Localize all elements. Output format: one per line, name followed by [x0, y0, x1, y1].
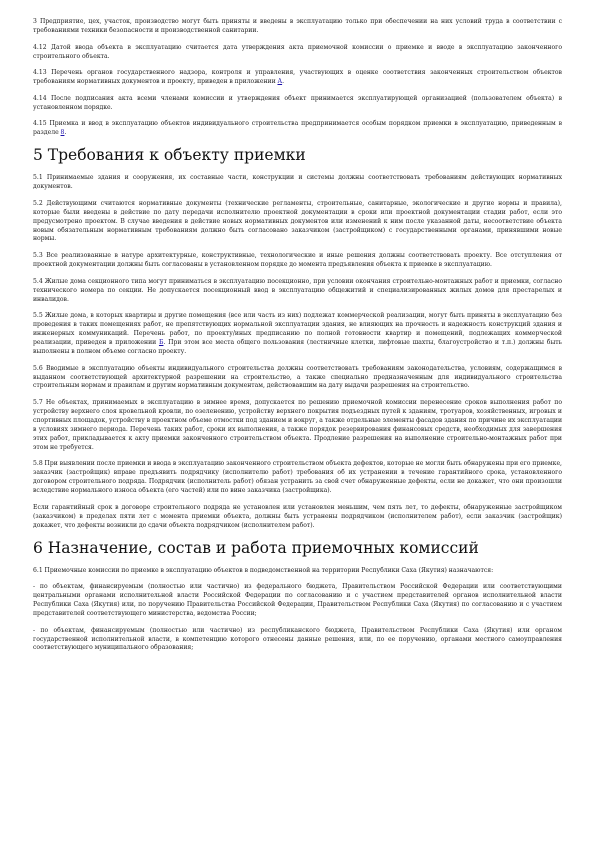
paragraph [33, 200, 562, 245]
section-heading: 6 Назначение, состав и работа приемочных комиссий [33, 538, 479, 557]
paragraph [33, 567, 562, 576]
paragraph-text: 6.1 Приемочные комиссии по приемке в эксплуатацию объектов в подведомственной на территории Республики Саха (Якутия) назначаются: [33, 566, 494, 574]
paragraph-text: 5.5 Жилые дома, в которых квартиры и другие помещения (все или часть из них) подлежат коммерческой реализации, могут быть приняты в эксплуатацию без проведения в таких помещениях работ, не препятствующих нормальной эксплуатации здания, не влияющих на прочность и надежность конструкций здания и инженерных коммуникаций. Перечень работ, по проекту/иных предписанию по полной готовности квартир и помещений, подлежащих коммерческой реализации, приведен в приложении [33, 312, 562, 347]
paragraph-text: 4.15 Приемка и ввод в эксплуатацию объектов индивидуального строительства предпринимается особым порядком приемки в эксплуатацию, приведенным в разделе [33, 120, 562, 137]
paragraph [33, 252, 562, 270]
paragraph-text: 4.13 Перечень органов государственного надзора, контроля и управления, участвующих в оценке соответствия законченных строительством объектов требованиям нормативных документов и проекту, приведен в приложении [33, 69, 562, 86]
paragraph [33, 365, 562, 392]
paragraph [33, 69, 562, 87]
paragraph-text: 5.8 При выявлении после приемки и ввода в эксплуатацию законченного строительством объекта дефектов, которые не могли быть обнаружены при его приемке, заказчик (застройщик) вправе предъявить подрядчику (исполнителю работ) требования об их устранении в течение гарантийного срока, установленного договором строительного подряда. Подрядчик (исполнитель работ) обязан устранить за свой счет обнаруженные дефекты, если не докажет, что они произошли вследствие нормального износа объекта (его частей) или по вине заказчика (застройщика). [33, 460, 562, 495]
paragraph [33, 18, 562, 36]
paragraph [33, 460, 562, 496]
paragraph-text: 4.12 Датой ввода объекта в эксплуатацию считается дата утверждения акта приемочной комиссии о приемке и вводе в эксплуатацию законченного строительного объекта. [33, 43, 562, 60]
paragraph-text: 4.14 После подписания акта всеми членами комиссии и утверждения объект принимается эксплуатирующей организацией (пользователем объекта) в установленном порядке. [33, 94, 562, 111]
appendix-link[interactable]: А [277, 78, 283, 86]
paragraph-text: 5.6 Вводимые в эксплуатацию объекты индивидуального строительства должны соответствовать требованиям законодательства, условиям, содержащимся в выданном соответствующей архитектурной разрешении на строительство, а также специально предназначенным для индивидуального строительства строительным нормам и правилам и другим нормативным документам, действовавшим на дату выдачи разрешения на строительство. [33, 364, 562, 390]
paragraph [33, 504, 562, 531]
paragraph [33, 312, 562, 357]
paragraph-text-end: . [282, 78, 285, 86]
paragraph-text: - по объектам, финансируемым (полностью или частично) из федерального бюджета, Правительством Российской Федерации или соответствующими центральными органами исполнительной власти Российской Федерации по согласованию и с участием представителей органов исполнительной власти Республики Саха (Якутия) или, по поручению Правительства Российской Федерации, Правительством Республики Саха (Якутия) по согласованию и с участием представителей соответствующего министерства, ведомства России; [33, 583, 562, 617]
paragraph-text: 3 Предприятие, цех, участок, производство могут быть приняты и введены в эксплуатацию только при обеспечении на них условий труда в соответствии с требованиями техники безопасности и производственной санитарии. [33, 18, 562, 34]
paragraph-text: - по объектам, финансируемым (полностью или частично) из республиканского бюджета, Правительством Республики Саха (Якутия) или органом государственной исполнительной власти, в компетенцию которого отнесены данные решения, или, по ее поручению, органами местного самоуправления соответствующего муниципального образования; [33, 626, 562, 652]
paragraph [33, 120, 562, 138]
paragraph [33, 174, 562, 192]
paragraph-text: 5.2 Действующими считаются нормативные документы (технические регламенты, строительные, санитарные, экологические и другие нормы и правила), которые были введены в действие по дату передачи исполнителю проектной документации в сроки или проектной документации стадии работ, если это предусмотрено проектом. В случае введения в действие новых нормативных документов или изменений к ним после указанной даты, несоответствие объекта новым обязательным нормативным требованиям должно быть согласовано заказчиком (застройщиком) с государственными органами, принявшими новые нормы. [33, 199, 562, 243]
paragraph-text: 5.3 Все реализованные в натуре архитектурные, конструктивные, технологические и иные решения должны соответствовать проекту. Все отступления от проектной документации должны быть согласованы в установленном порядке до момента предъявления объекта к приемке в эксплуатацию. [33, 252, 562, 269]
paragraph-text: Если гарантийный срок в договоре строительного подряда не установлен или установлен меньшим, чем пять лет, то дефекты, обнаруженные застройщиком (заказчиком) в пределах пяти лет с момента приемки объекта, должны быть устранены подрядчиком (исполнителем работ), если заказчик (застройщик) докажет, что дефекты возникли до сдачи объекта подрядчиком (исполнителем работ). [33, 503, 562, 529]
paragraph [33, 278, 562, 305]
paragraph [33, 44, 562, 62]
paragraph [33, 583, 562, 619]
paragraph [33, 95, 562, 113]
paragraph [33, 627, 562, 654]
paragraph-text: 5.7 Не объектах, принимаемых в эксплуатацию в зимнее время, допускается по решению приемочной комиссии перенесение сроков выполнения работ по устройству верхнего слоя кровельной кровли, по озеленению, устройству верхнего покрытия подъездных путей к зданиям, тротуаров, хозяйственных, игровых и спортивных площадок, устройству в проектном объеме отмостки под зданием и вокруг, а также отдельные элементы фасадов здания по причине их эксплуатации в условиях зимнего периода. Перечень таких работ, сроки их выполнения, а также порядок резервирования финансовых средств, необходимых для завершения этих работ, прикладывается к акту приемки законченного строительством объекта. Продление разрешения на выполнение строительно-монтажных работ при этом не требуется. [33, 399, 562, 451]
paragraph-text-end: . [64, 129, 67, 137]
appendix-link[interactable]: Б [158, 339, 164, 347]
paragraph [33, 399, 562, 452]
section-heading: 5 Требования к объекту приемки [33, 146, 306, 165]
paragraph-text-end: . При этом все места общего пользования (лестничные клетки, лифтовые шахты, благоустройство и т.п.) должны быть выполнены в полном объеме согласно проекту. [33, 339, 562, 355]
paragraph-text: 5.1 Принимаемые здания и сооружения, их составные части, конструкции и системы должны соответствовать требованиям действующих нормативных документов. [33, 174, 562, 191]
paragraph-text: 5.4 Жилые дома секционного типа могут приниматься в эксплуатацию посекционно, при условии окончания строительно-монтажных работ и приемки, согласно технического номера по секции. Не допускается посекционный ввод в эксплуатацию общежитий и специализированных жилых домов для престарелых и инвалидов. [33, 277, 562, 303]
appendix-link[interactable]: 8 [60, 129, 65, 137]
